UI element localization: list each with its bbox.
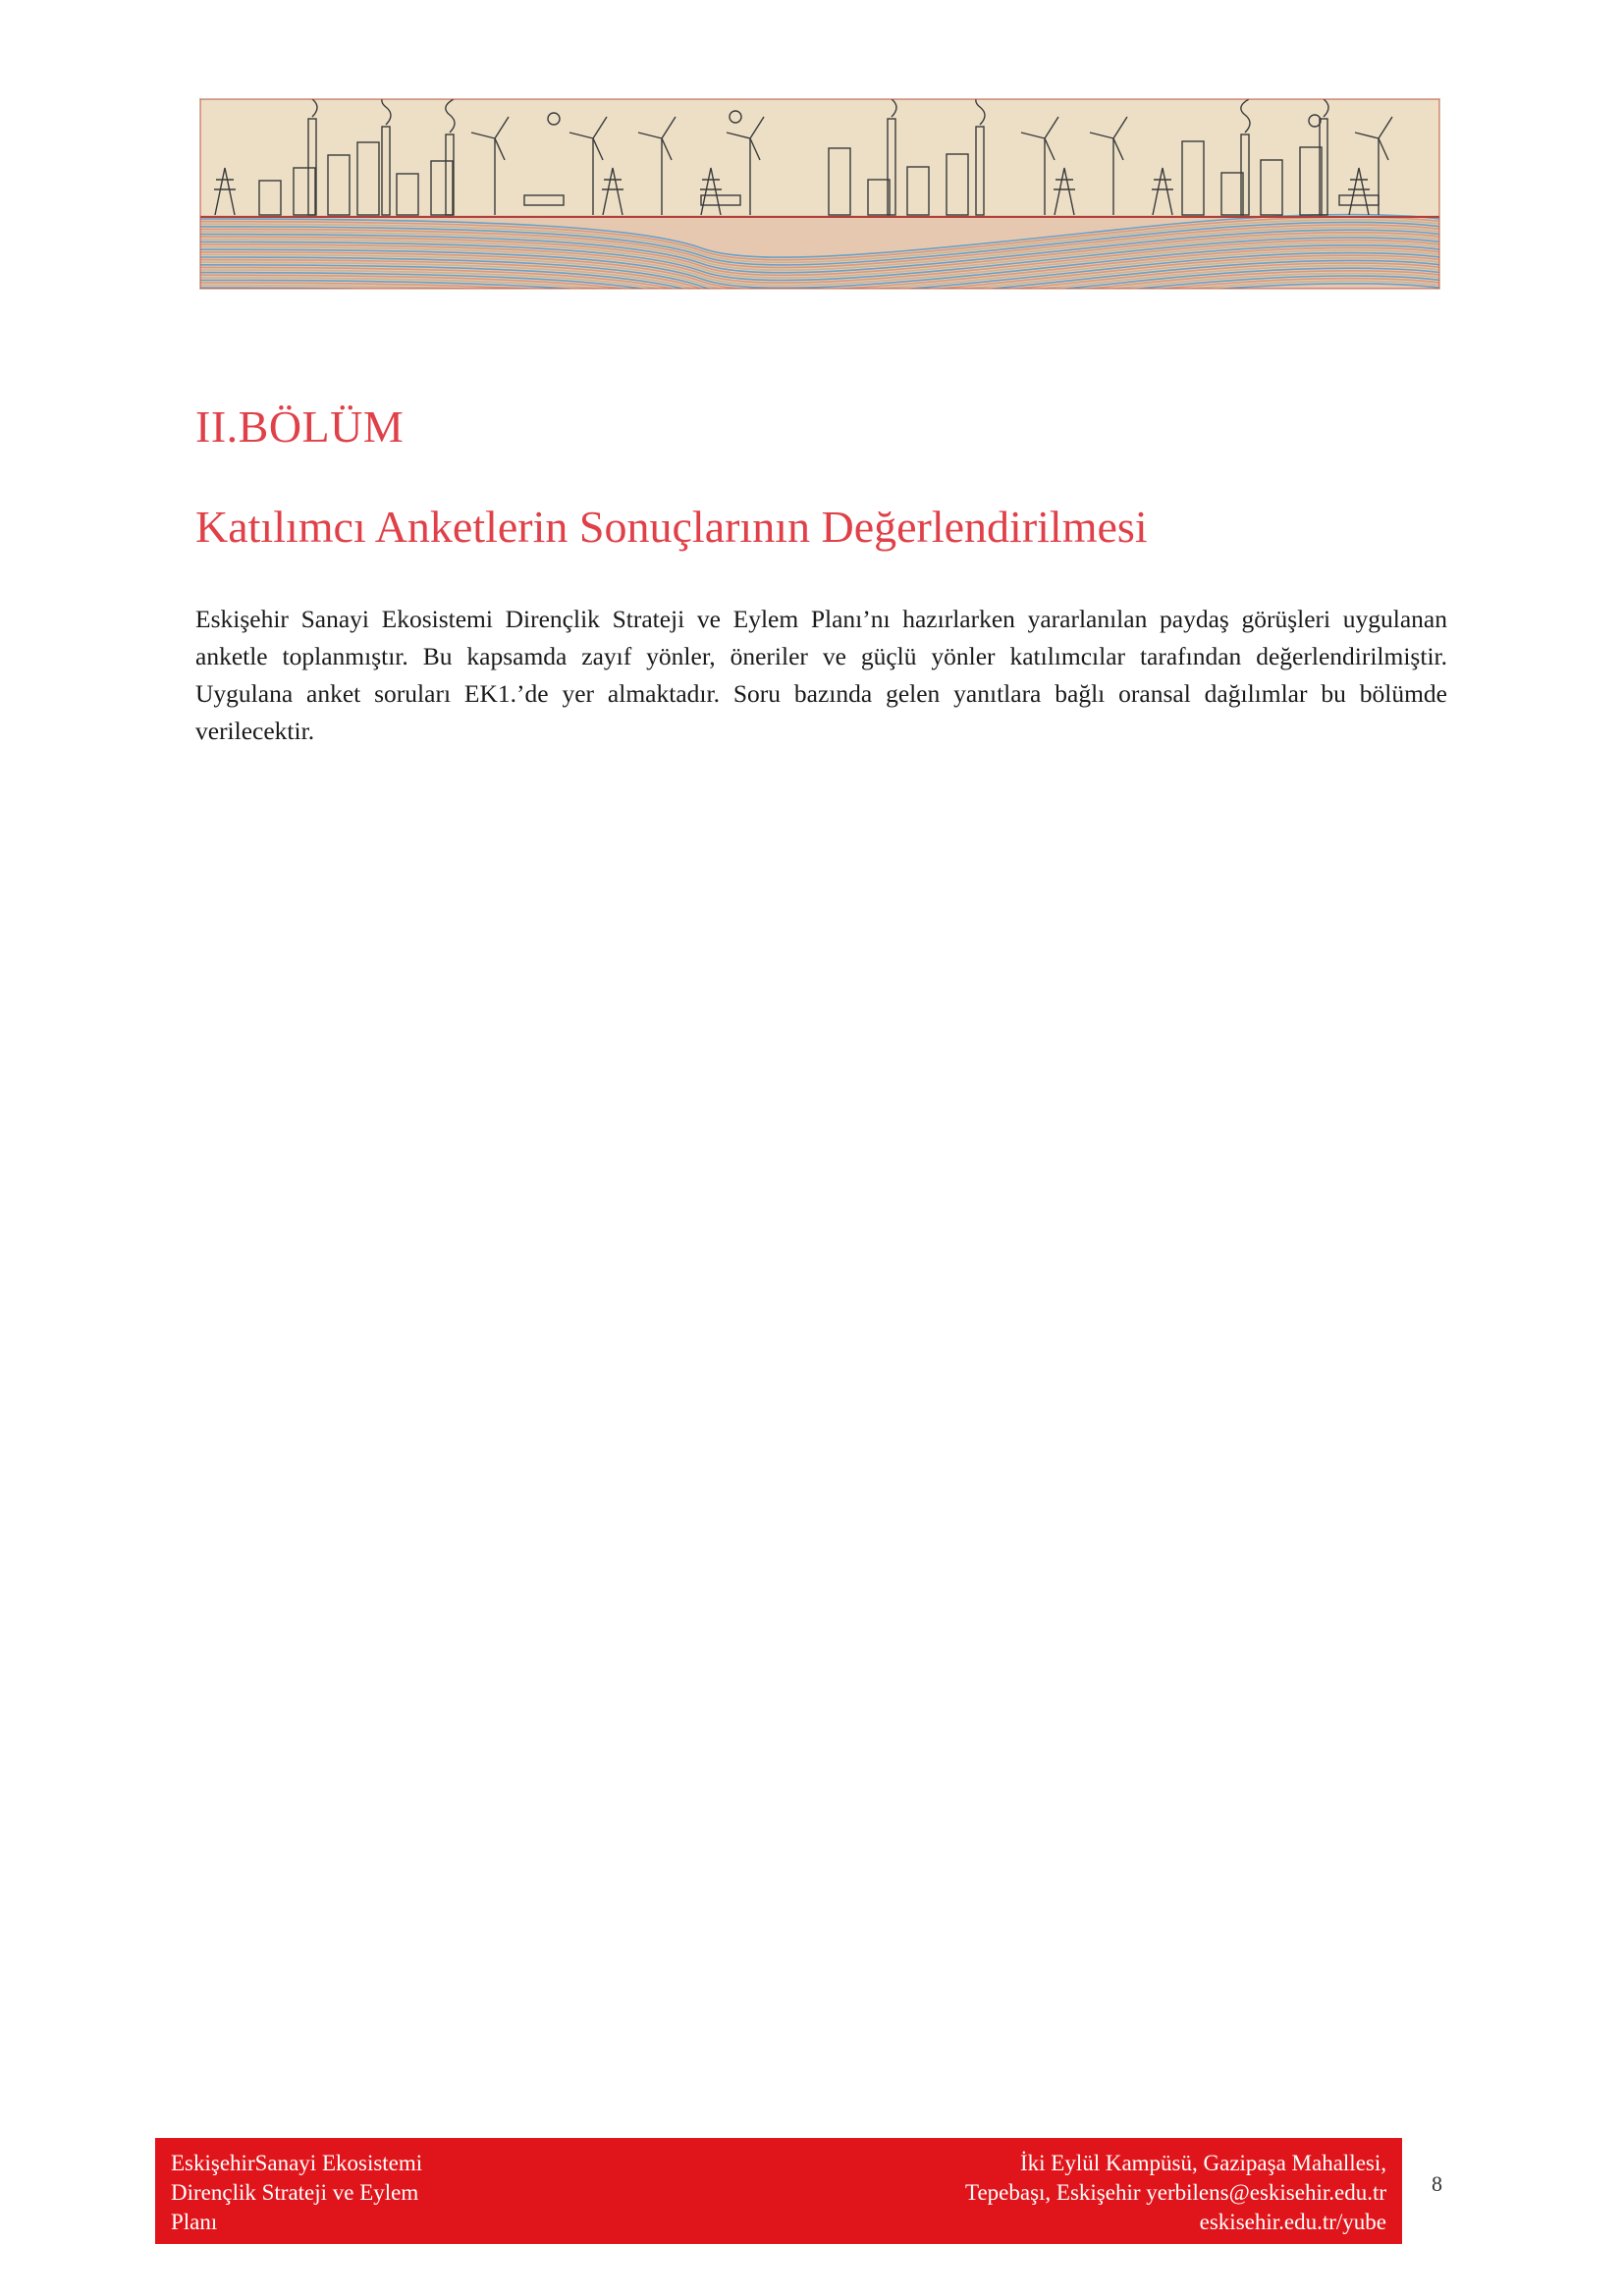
body-paragraph: Eskişehir Sanayi Ekosistemi Dirençlik Strateji ve Eylem Planı’nı hazırlarken yararlanılan paydaş görüşleri uygulanan anketle toplanmıştır. Bu kapsamda zayıf yönler, öneriler ve güçlü yönler katılımcılar tarafından değerlendirilmiştir. Uygulana anket soruları EK1.’de yer almaktadır. Soru bazında gelen yanıtlara bağlı oransal dağılımlar bu bölümde verilecektir. — [195, 605, 1447, 745]
page-number: 8 — [1432, 2171, 1442, 2196]
footer-address-line: İki Eylül Kampüsü, Gazipaşa Mahallesi, — [1019, 2151, 1386, 2175]
footer-email-line: Tepebaşı, Eskişehir yerbilens@eskisehir.edu.tr — [965, 2180, 1386, 2205]
footer-document-title — [171, 2149, 485, 2237]
chapter-heading: II.BÖLÜM — [195, 401, 405, 452]
footer-website-line: eskisehir.edu.tr/yube — [1199, 2210, 1386, 2234]
footer-left-line: Dirençlik Strateji ve Eylem — [171, 2180, 419, 2205]
section-title: Katılımcı Anketlerin Sonuçlarının Değerlendirilmesi — [195, 502, 1148, 552]
footer-left-line: EskişehirSanayi Ekosistemi — [171, 2151, 423, 2175]
footer-contact-info — [837, 2149, 1386, 2237]
header-banner-illustration — [199, 98, 1440, 290]
page-footer — [155, 2138, 1402, 2244]
footer-left-line: Planı — [171, 2210, 218, 2234]
